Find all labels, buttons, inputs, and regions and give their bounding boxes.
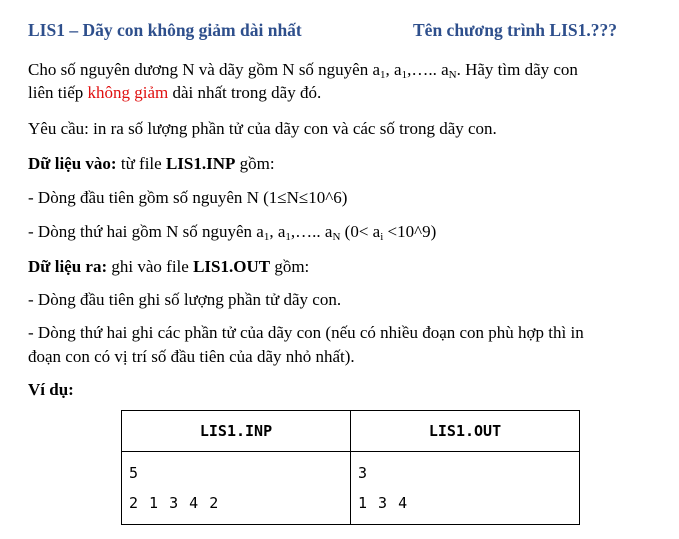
input-label: Dữ liệu vào: (28, 154, 117, 173)
output-text: ghi vào file (107, 257, 194, 276)
example-label (28, 378, 655, 401)
output-heading (28, 255, 655, 278)
input-text: gồm: (235, 154, 275, 173)
highlight-text: không giảm (87, 83, 169, 102)
problem-title: LIS1 – Dãy con không giảm dài nhất (28, 20, 302, 40)
problem-heading (28, 20, 639, 44)
intro-text: liên tiếp (28, 83, 88, 102)
output-text: gồm: (270, 257, 310, 276)
input-heading (28, 152, 655, 175)
column-header-input: LIS1.INP (122, 411, 351, 452)
subscript: i (380, 231, 384, 243)
subscript: 1 (285, 231, 291, 243)
output-cell-line: 1 3 4 (358, 494, 409, 512)
input-text: <10^9) (383, 222, 437, 241)
input-text: - Dòng thứ hai gồm N số nguyên a (28, 222, 264, 241)
requirement-line: Yêu cầu: in ra số lượng phần tử của dãy con và các số trong dãy con. (28, 119, 497, 138)
output-filename: LIS1.OUT (193, 257, 271, 276)
output-cell-line: 3 (358, 464, 368, 482)
table-row (122, 452, 580, 525)
intro-text: . Hãy tìm dãy con (456, 60, 578, 79)
table-header-row (122, 411, 580, 452)
output-cell (351, 452, 580, 525)
input-text: từ file (116, 154, 166, 173)
input-filename: LIS1.INP (165, 154, 236, 173)
output-line-2b: đoạn con có vị trí số đầu tiên của dãy nhỏ nhất). (28, 347, 355, 366)
input-text: ,….. a (290, 222, 333, 241)
intro-text: Cho số nguyên dương N và dãy gồm N số nguyên a (28, 60, 381, 79)
subscript: N (448, 69, 457, 81)
intro-text: , a (385, 60, 402, 79)
input-text: (0< a (340, 222, 381, 241)
example-label-text: Ví dụ: (28, 380, 74, 399)
example-table (121, 410, 580, 525)
input-cell-line: 2 1 3 4 2 (129, 494, 220, 512)
input-line-1: - Dòng đầu tiên gồm số nguyên N (1≤N≤10^6) (28, 188, 348, 207)
intro-line-2 (28, 81, 655, 104)
program-name: Tên chương trình LIS1.??? (413, 20, 617, 40)
subscript: N (332, 231, 341, 243)
input-text: , a (269, 222, 286, 241)
output-line-1: - Dòng đầu tiên ghi số lượng phần tử dãy con. (28, 290, 342, 309)
intro-text: ,….. a (407, 60, 449, 79)
output-label: Dữ liệu ra: (28, 257, 108, 276)
column-header-output: LIS1.OUT (351, 411, 580, 452)
subscript: 1 (263, 231, 270, 243)
output-line-2a: - Dòng thứ hai ghi các phần tử của dãy con (nếu có nhiều đoạn con phù hợp thì in (28, 323, 584, 342)
input-cell-line: 5 (129, 464, 139, 482)
intro-text: dài nhất trong dãy đó. (168, 83, 322, 102)
input-line-2 (28, 220, 655, 246)
subscript: 1 (380, 69, 386, 81)
input-cell (122, 452, 351, 525)
subscript: 1 (401, 69, 408, 81)
